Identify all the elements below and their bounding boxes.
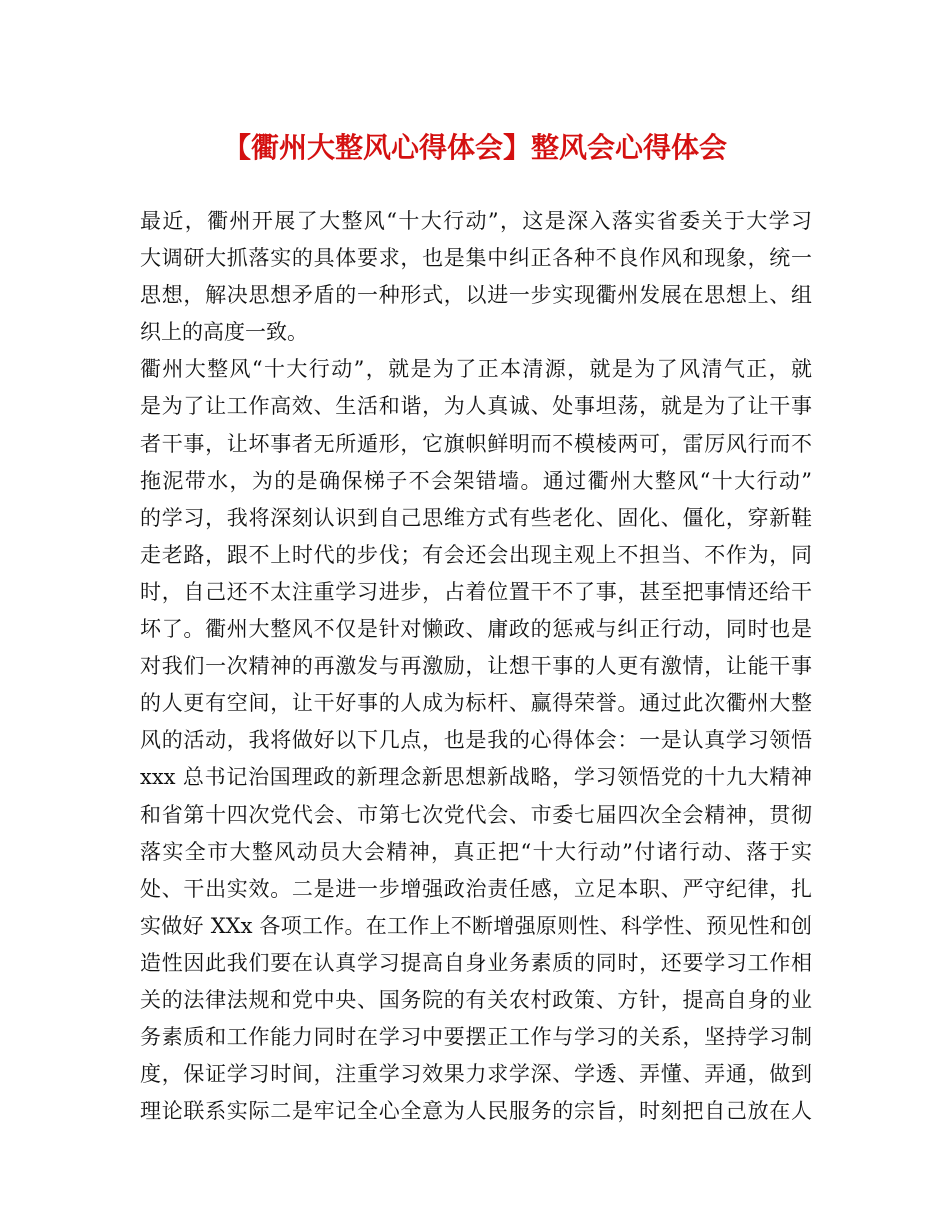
body-line: 务素质和工作能力同时在学习中要摆正工作与学习的关系，坚持学习制: [140, 1025, 812, 1050]
body-line: 度，保证学习时间，注重学习效果力求学深、学透、弄懂、弄通，做到: [140, 1062, 812, 1087]
body-line: 织上的高度一致。: [140, 320, 308, 345]
body-line: 落实全市大整风动员大会精神，真正把“十大行动”付诸行动、落于实: [140, 839, 812, 864]
body-line: 时，自己还不太注重学习进步，占着位置干不了事，甚至把事情还给干: [140, 579, 812, 604]
body-line: 实做好 XXx 各项工作。在工作上不断增强原则性、科学性、预见性和创: [140, 913, 812, 938]
body-line: 理论联系实际二是牢记全心全意为人民服务的宗旨，时刻把自己放在人: [140, 1099, 812, 1124]
body-line: 关的法律法规和党中央、国务院的有关农村政策、方针，提高自身的业: [140, 987, 812, 1012]
body-line: 思想，解决思想矛盾的一种形式，以进一步实现衢州发展在思想上、组: [140, 283, 812, 308]
body-line: 风的活动，我将做好以下几点，也是我的心得体会：一是认真学习领悟: [140, 728, 812, 753]
body-line: xxx 总书记治国理政的新理念新思想新战略，学习领悟党的十九大精神: [140, 765, 812, 790]
body-line: 造性因此我们要在认真学习提高自身业务素质的同时，还要学习工作相: [140, 950, 812, 975]
body-line: 的人更有空间，让干好事的人成为标杆、赢得荣誉。通过此次衢州大整: [140, 691, 812, 716]
body-line: 坏了。衢州大整风不仅是针对懒政、庸政的惩戒与纠正行动，同时也是: [140, 617, 812, 642]
body-line: 大调研大抓落实的具体要求，也是集中纠正各种不良作风和现象，统一: [140, 246, 812, 271]
body-line: 处、干出实效。二是进一步增强政治责任感，立足本职、严守纪律，扎: [140, 876, 812, 901]
body-line: 最近，衢州开展了大整风“十大行动”，这是深入落实省委关于大学习: [140, 209, 812, 233]
body-line: 和省第十四次党代会、市第七次党代会、市委七届四次全会精神，贯彻: [140, 802, 812, 827]
body-line: 是为了让工作高效、生活和谐，为人真诚、处事坦荡，就是为了让干事: [140, 394, 812, 419]
body-line: 衢州大整风“十大行动”，就是为了正本清源，就是为了风清气正，就: [140, 357, 812, 382]
body-line: 走老路，跟不上时代的步伐；有会还会出现主观上不担当、不作为，同: [140, 542, 812, 567]
document-title: 【衢州大整风心得体会】整风会心得体会: [222, 131, 727, 164]
body-line: 拖泥带水，为的是确保梯子不会架错墙。通过衢州大整风“十大行动”: [140, 468, 812, 493]
body-line: 的学习，我将深刻认识到自己思维方式有些老化、固化、僵化，穿新鞋: [140, 505, 812, 530]
body-line: 者干事，让坏事者无所遁形，它旗帜鲜明而不模棱两可，雷厉风行而不: [140, 431, 812, 456]
document-body: [140, 203, 812, 1130]
body-line: 对我们一次精神的再激发与再激励，让想干事的人更有激情，让能干事: [140, 654, 812, 679]
